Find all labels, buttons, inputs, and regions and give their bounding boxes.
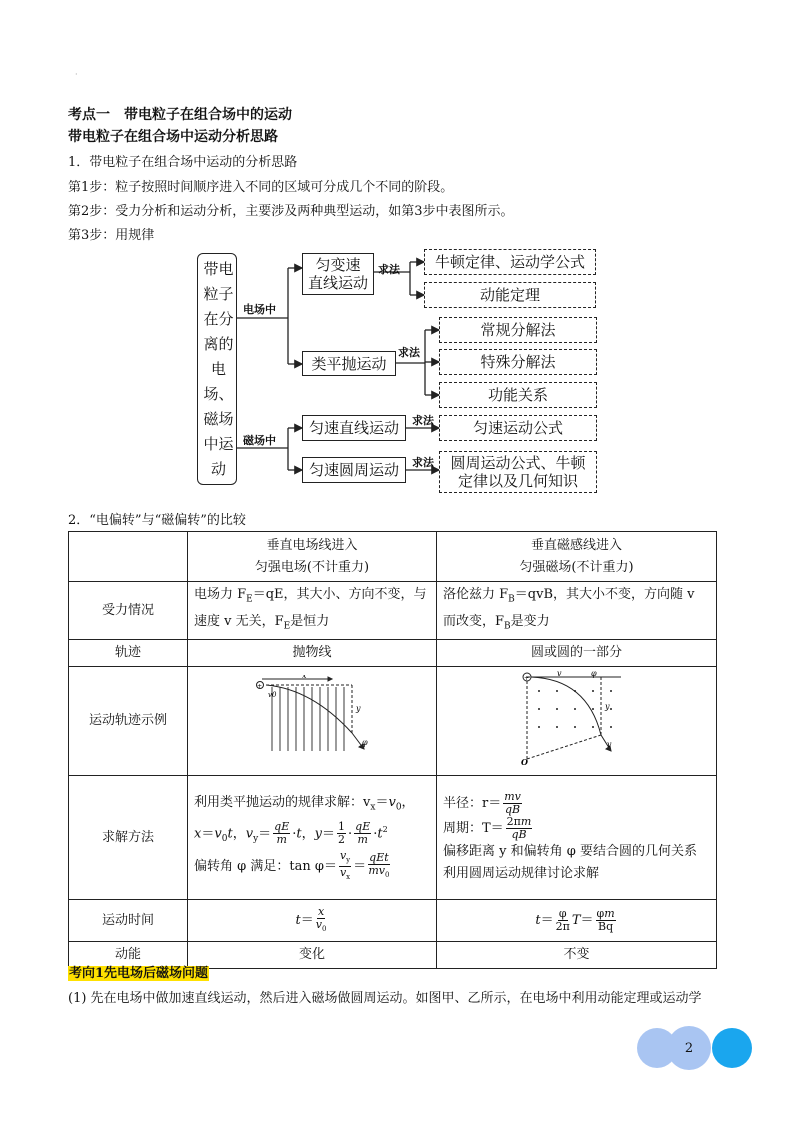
method-b-period: 周期：T＝: [443, 820, 504, 836]
electric-field-label: 电场中: [243, 303, 276, 316]
flow-r7-line1: 圆周运动公式、牛顿: [450, 454, 586, 472]
flow-root-line: 动: [210, 459, 226, 478]
magnetic-field-label: 磁场中: [243, 434, 276, 447]
flow-root-line: 在分: [203, 309, 234, 328]
table-row: [69, 667, 717, 776]
row-method-label: 求解方法: [69, 776, 188, 900]
flow-root-line: 电场、: [203, 359, 234, 403]
header-electric: [188, 532, 437, 582]
table-corner-cell: [69, 532, 188, 582]
table-row: [69, 640, 717, 667]
table-row: [69, 582, 717, 640]
force-magnetic: 洛伦兹力 $F_B=qvB$，其大小不变，方向随 v 而改变，$F_B$是变力: [437, 582, 717, 640]
force-b-part3: 而改变，F: [443, 613, 505, 629]
header-electric-line1: 垂直电场线进入: [266, 537, 358, 553]
flow-result-energy: 功能关系: [439, 382, 597, 408]
flow-result-uniform: 匀速运动公式: [439, 415, 597, 441]
method-magnetic: 半径：r＝ $\frac{mv}{qB}$ 周期：T＝ $\frac{2\pi m}{qB}$ 偏移距离 y 和偏转角 φ 要结合圆的几何关系 利用圆周运动规律讨论求解: [437, 776, 717, 900]
flow-uniform-circular-box: 匀速圆周运动: [302, 457, 406, 483]
step-1: 第1步：粒子按照时间顺序进入不同的区域可分成几个不同的阶段。: [68, 180, 454, 195]
header-magnetic: [437, 532, 717, 582]
direction-title: [68, 962, 209, 981]
seek-label-4: 求法: [412, 456, 434, 469]
section-subtitle: 带电粒子在组合场中运动分析思路: [68, 129, 278, 145]
svg-text:φ: φ: [362, 738, 368, 748]
table-row: [69, 776, 717, 900]
header-magnetic-line2: 匀强磁场(不计重力): [519, 559, 634, 575]
svg-text:+: +: [523, 675, 529, 683]
row-traj-label: 轨迹: [69, 640, 188, 667]
method-b-line3: 偏移距离 y 和偏转角 φ 要结合圆的几何关系: [443, 843, 697, 859]
svg-text:φ: φ: [590, 669, 597, 679]
force-e-part4: 是恒力: [290, 613, 330, 629]
magnetic-deflection-diagram: [517, 669, 637, 765]
page-number-text: 2: [684, 1040, 694, 1056]
page-number: [667, 1026, 711, 1070]
force-e-part3: 速度 v 无关，F: [194, 613, 284, 629]
example-magnetic: [437, 667, 717, 776]
table-row: [69, 532, 717, 582]
flow-root-line: 离的: [203, 334, 234, 353]
force-b-part1: 洛伦兹力 F: [443, 587, 509, 602]
seek-label-3: 求法: [412, 414, 434, 427]
method-b-radius: 半径：r＝: [443, 795, 502, 811]
flow-result-special: 特殊分解法: [439, 349, 597, 375]
header-magnetic-line1: 垂直磁感线进入: [530, 537, 622, 553]
flow-uniform-accel-box: [302, 253, 374, 295]
row-ke-label: 动能: [69, 942, 188, 969]
header-electric-line2: 匀强电场(不计重力): [254, 559, 370, 575]
header-mark: ·: [75, 70, 78, 79]
ke-magnetic: 不变: [437, 942, 717, 969]
method-electric: 利用类平抛运动的规律求解：$v_x=v_0$， $x=v_0t$，$v_y=$ $\frac{qE}{m}$ ·t，y＝ $\frac{1}{2}$ · $\frac{qE}{m}$ $\cdot t^2$ 偏转角 φ 满足：tan φ＝ $\frac{v_y}{v_x}$ ＝ $\frac{\text{qEt}}{mv_0}$: [188, 776, 437, 900]
svg-text:+: +: [257, 683, 263, 691]
electric-deflection-diagram: [252, 675, 372, 759]
seek-label-1: 求法: [378, 263, 400, 276]
svg-text:O: O: [520, 757, 528, 766]
flow-root-line: 带电: [203, 259, 234, 278]
traj-electric: 抛物线: [188, 640, 437, 667]
force-e-part2: ＝qE，其大小、方向不变，与: [252, 587, 427, 602]
method-e-line3: 偏转角 φ 满足：tan φ＝: [194, 858, 337, 874]
flow-result-regular: 常规分解法: [439, 317, 597, 343]
step-intro: 1．带电粒子在组合场中运动的分析思路: [68, 155, 298, 170]
flow-result-circular: [439, 451, 597, 493]
svg-text:y: y: [356, 704, 361, 714]
svg-text:v: v: [606, 740, 612, 750]
step-3: 第3步：用规律: [68, 228, 155, 243]
flow-root-box: [197, 253, 237, 485]
seek-label-2: 求法: [398, 346, 420, 359]
compare-title: 2．“电偏转”与“磁偏转”的比较: [68, 513, 246, 528]
flow-projectile-box: 类平抛运动: [302, 351, 396, 376]
method-e-line1: 利用类平抛运动的规律求解：v: [194, 795, 371, 811]
step-2: 第2步：受力分析和运动分析，主要涉及两种典型运动，如第3步中表图所示。: [68, 204, 514, 219]
flow-root-line: 粒子: [203, 284, 234, 303]
traj-magnetic: 圆或圆的一部分: [437, 640, 717, 667]
row-example-label: 运动轨迹示例: [69, 667, 188, 776]
flow-uniform-linear-box: 匀速直线运动: [302, 415, 406, 441]
row-force-label: 受力情况: [69, 582, 188, 640]
direction-title-text: 考向1先电场后磁场问题: [69, 966, 209, 981]
force-electric: 电场力 $F_E=qE$，其大小、方向不变，与 速度 v 无关，$F_E$是恒力: [188, 582, 437, 640]
method-b-line4: 利用圆周运动规律讨论求解: [443, 865, 600, 881]
flow-r7-line2: 定律以及几何知识: [457, 472, 578, 490]
row-time-label: 运动时间: [69, 900, 188, 942]
flow-m1-line1: 匀变速: [315, 256, 361, 274]
section-title: 考点一 带电粒子在组合场中的运动: [68, 107, 292, 123]
time-magnetic: t＝ $\frac{\varphi}{2\pi}$ T＝ $\frac{\varphi m}{Bq}$: [437, 900, 717, 942]
comparison-table: [68, 531, 717, 969]
flow-root-text: [201, 257, 236, 482]
force-e-part1: 电场力 F: [194, 587, 247, 602]
force-b-part4: 是变力: [510, 613, 550, 629]
table-row: [69, 900, 717, 942]
flow-root-line: 磁场: [203, 409, 234, 428]
svg-text:y: y: [604, 702, 610, 712]
flow-result-kinetic: 动能定理: [424, 282, 596, 308]
svg-text:v: v: [556, 669, 562, 679]
flow-root-line: 中运: [203, 434, 234, 453]
direction-text: (1) 先在电场中做加速直线运动，然后进入磁场做圆周运动。如图甲、乙所示，在电场中利用动能定理或运动学: [68, 991, 702, 1006]
example-electric: [188, 667, 437, 776]
flow-result-newton: 牛顿定律、运动学公式: [424, 249, 596, 275]
svg-text:v0: v0: [268, 691, 277, 700]
time-electric: t＝ $\frac{x}{v_0}$: [188, 900, 437, 942]
flow-m1-line2: 直线运动: [307, 274, 368, 292]
ke-electric: 变化: [188, 942, 437, 969]
force-b-part2: ＝qvB，其大小不变，方向随 v: [514, 587, 695, 602]
page-badge-right: [712, 1028, 752, 1068]
svg-text:x: x: [302, 675, 307, 681]
